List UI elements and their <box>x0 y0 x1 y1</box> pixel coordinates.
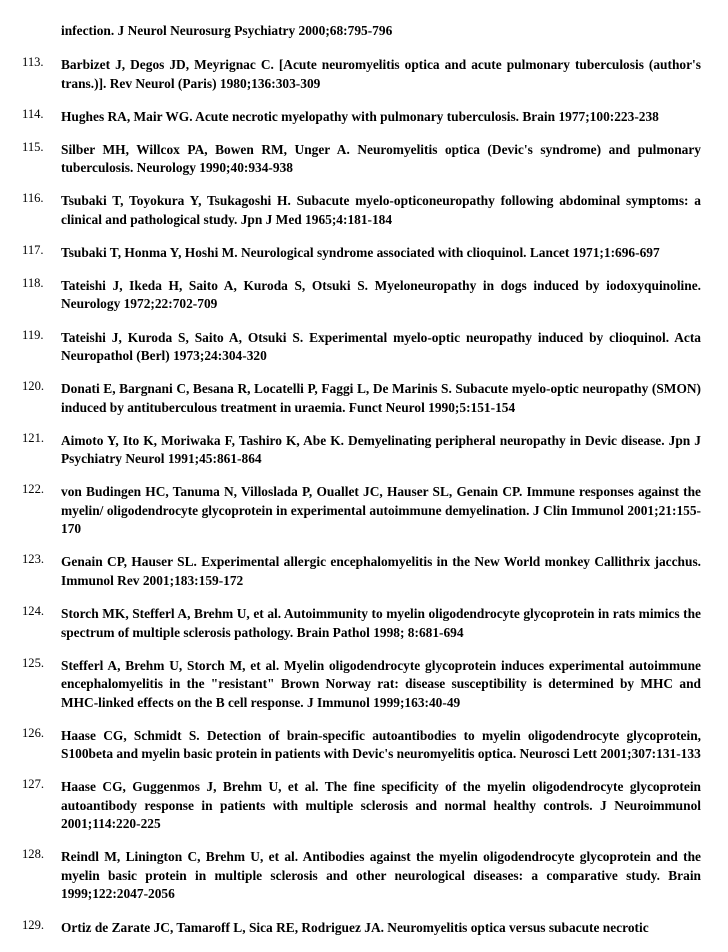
reference-item <box>0 277 728 314</box>
reference-text: Haase CG, Schmidt S. Detection of brain-specific autoantibodies to myelin oligodendrocyte glycoprotein, S100beta and myelin basic protein in patients with Devic's neuromyelitis optica. Neurosci Lett 2001;307:131-133 <box>61 727 701 762</box>
reference-item <box>0 380 728 417</box>
reference-text: Aimoto Y, Ito K, Moriwaka F, Tashiro K, Abe K. Demyelinating peripheral neuropathy in Devic disease. Jpn J Psychiatry Neurol 1991;45:861-864 <box>61 432 701 467</box>
reference-text: Tateishi J, Ikeda H, Saito A, Kuroda S, Otsuki S. Myeloneuropathy in dogs induced by iodoxyquinoline. Neurology 1972;22:702-709 <box>61 277 701 312</box>
reference-text: Donati E, Bargnani C, Besana R, Locatelli P, Faggi L, De Marinis S. Subacute myelo-optic neuropathy (SMON) induced by antituberculous treatment in uraemia. Funct Neurol 1990;5:151-154 <box>61 381 701 415</box>
reference-item <box>0 141 728 178</box>
reference-number: 126. <box>22 725 45 740</box>
reference-number: 116. <box>22 191 44 206</box>
reference-number: 129. <box>22 917 45 932</box>
reference-item <box>0 483 728 539</box>
reference-number: 114. <box>22 106 44 121</box>
reference-number: 113. <box>22 55 44 69</box>
reference-item <box>0 657 728 713</box>
reference-number: 119. <box>22 327 44 342</box>
reference-item <box>0 432 728 469</box>
reference-text: Ortiz de Zarate JC, Tamaroff L, Sica RE, Rodriguez JA. Neuromyelitis optica versus subacute necrotic <box>61 919 649 935</box>
reference-text: Tateishi J, Kuroda S, Saito A, Otsuki S. Experimental myelo-optic neuropathy induced by clioquinol. Acta Neuropathol (Berl) 1973;24:304-320 <box>61 329 701 364</box>
reference-item <box>0 108 728 127</box>
reference-text: Reindl M, Linington C, Brehm U, et al. Antibodies against the myelin oligodendrocyte glycoprotein and the myelin basic protein in multiple sclerosis and other neurological diseases: a comparative study. Brain 1999;122:2047-2056 <box>61 849 701 902</box>
reference-item <box>0 778 728 834</box>
reference-text: Tsubaki T, Toyokura Y, Tsukagoshi H. Subacute myelo-opticoneuropathy following abdominal symptoms: a clinical and pathological study. Jpn J Med 1965;4:181-184 <box>61 193 701 227</box>
reference-number: 125. <box>22 655 45 670</box>
reference-number: 120. <box>22 379 45 394</box>
reference-number: 117. <box>22 242 44 257</box>
reference-item <box>0 329 728 366</box>
reference-number: 127. <box>22 777 45 792</box>
reference-number: 123. <box>22 552 45 567</box>
reference-text: Silber MH, Willcox PA, Bowen RM, Unger A. Neuromyelitis optica (Devic's syndrome) and pulmonary tuberculosis. Neurology 1990;40:934-938 <box>61 141 701 176</box>
reference-item <box>0 605 728 642</box>
reference-number: 118. <box>22 275 44 290</box>
reference-list <box>0 56 728 952</box>
reference-text: Storch MK, Stefferl A, Brehm U, et al. Autoimmunity to myelin oligodendrocyte glycoprotein in rats mimics the spectrum of multiple sclerosis pathology. Brain Pathol 1998; 8:681-694 <box>61 606 701 640</box>
reference-number: 124. <box>22 604 45 619</box>
reference-text: Hughes RA, Mair WG. Acute necrotic myelopathy with pulmonary tuberculosis. Brain 1977;100:223-238 <box>61 108 659 124</box>
reference-item <box>0 56 728 93</box>
reference-text: Haase CG, Guggenmos J, Brehm U, et al. The fine specificity of the myelin oligodendrocyte glycoprotein autoantibody response in patients with multiple sclerosis and normal healthy controls. J Neuroimmunol 2001;114:220-225 <box>61 779 701 832</box>
reference-continuation-text: infection. J Neurol Neurosurg Psychiatry 2000;68:795-796 <box>61 23 393 38</box>
reference-item <box>0 727 728 764</box>
reference-text: von Budingen HC, Tanuma N, Villoslada P, Ouallet JC, Hauser SL, Genain CP. Immune responses against the myelin/ oligodendrocyte glycoprotein in experimental autoimmune demyelination. J Clin Immunol 2001;21:155-170 <box>61 484 701 537</box>
reference-number: 122. <box>22 482 45 497</box>
reference-item <box>0 919 728 938</box>
reference-number: 121. <box>22 430 45 445</box>
reference-text: Tsubaki T, Honma Y, Hoshi M. Neurological syndrome associated with clioquinol. Lancet 1971;1:696-697 <box>61 244 660 260</box>
reference-text: Stefferl A, Brehm U, Storch M, et al. Myelin oligodendrocyte glycoprotein induces experimental autoimmune encephalomyelitis in the "resistant" Brown Norway rat: disease susceptibility is determined by MHC and MHC-linked effects on the B cell response. J Immunol 1999;163:40-49 <box>61 657 701 710</box>
reference-text: Genain CP, Hauser SL. Experimental allergic encephalomyelitis in the New World monkey Callithrix jacchus. Immunol Rev 2001;183:159-172 <box>61 554 701 588</box>
reference-item <box>0 553 728 590</box>
reference-item <box>0 244 728 263</box>
reference-text: Barbizet J, Degos JD, Meyrignac C. [Acute neuromyelitis optica and acute pulmonary tuberculosis (author's trans.)]. Rev Neurol (Paris) 1980;136:303-309 <box>61 57 701 91</box>
reference-number: 128. <box>22 847 45 862</box>
reference-item <box>0 848 728 904</box>
reference-number: 115. <box>22 139 44 154</box>
reference-item <box>0 192 728 229</box>
